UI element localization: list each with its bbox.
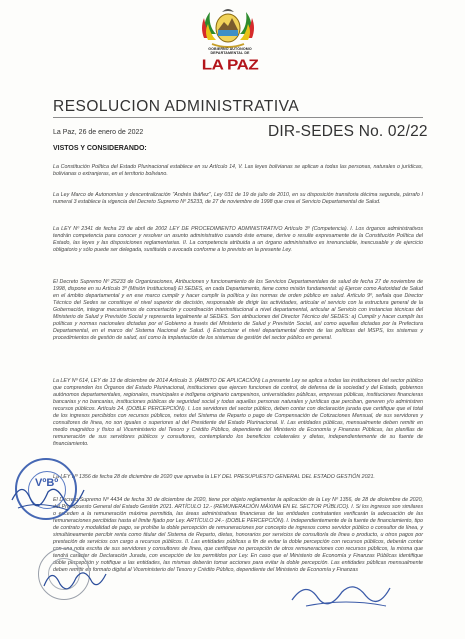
organization-name-line2: DEPARTAMENTAL DE [210, 51, 250, 56]
title-divider [53, 117, 423, 118]
signature-2 [40, 560, 110, 600]
paragraph-autonomy-law: La Ley Marco de Autonomías y descentralización "Andrés Ibáñez", Ley 031 de 19 de julio de 2010, en su disposición transitoria décima segunda, párrafo I numeral 3 establece la vigencia del Decreto Supremo Nº 25233, de 27 de noviembre de 1998 que crea el Servicio Departamental de Salud. [53, 192, 423, 206]
paragraph-constitution: La Constitución Política del Estado Plurinacional establece en su Artículo 14, V. Las leyes bolivianas se aplican a todas las personas, naturales o jurídicas, bolivianas o extranjeras, en el territorio boliviano. [53, 164, 423, 178]
paragraph-law-1356: La LEY Nº 1356 de fecha 28 de diciembre de 2020 que aprueba la LEY DEL PRESUPUESTO GENERAL DEL ESTADO GESTIÓN 2021. [53, 474, 375, 480]
government-brand: LA PAZ [201, 56, 259, 73]
organization-name [190, 47, 270, 56]
paragraph-decree-25233: El Decreto Supremo Nº 25233 de Organizaciones, Atribuciones y funcionamiento de los Servicios Departamentales de salud de fecha 27 de noviembre de 1998, dispone en su Artículo 3º (Misión Institucional) El SEDES, en cada Departamento, tiene como misión fundamental: a) Ejercer como Autoridad de Salud en el ámbito departamental y en ese marco cumplir y hacer cumplir la política y las normas de orden público en salud. Artículo 9º, señala que Director Técnico del Sedes se constituye el nivel superior de decisión, responsable de dirigir las actividades, articular el servicio con la estructura general de la Gobernación, integrar mecanismos de concertación y coordinación interinstitucional a nivel departamental, articular al Servicio con instancias técnicas del Ministerio de Salud y Previsión Social y representa legalmente al SEDES. Son atribuciones del Director Técnico del SEDES: a) Cumplir y hacer cumplir las políticas y normas nacionales dictadas por el Gobierno a través del Ministerio de Salud y Previsión Social, así como aquellas dictadas por la Prefectura Departamental, en el marco del Sistema Nacional de Salud. i) Estructurar el nivel departamental dentro de las políticas del MSPS, los sistemas y procedimientos de gestión de salud, así como la implantación de los sistemas de gestión del sector público en general. [53, 279, 423, 342]
section-heading: VISTOS Y CONSIDERANDO: [53, 145, 147, 152]
paragraph-law-614: La LEY Nº 614, LEY de 13 de diciembre de 2014 Artículo 3. (ÁMBITO DE APLICACIÓN) La presente Ley se aplica a todas las instituciones del sector público que comprenden los Órganos del Estado Plurinacional, instituciones que ejercen funciones de control, de defensa de la sociedad y del Estado, gobiernos autónomos departamentales, regionales, municipales e indígena originario campesinos, universidades públicas, empresas públicas, instituciones financieras bancarias y no bancarias, instituciones públicas de seguridad social y todas aquellas personas naturales y jurídicas que perciban, generen y/o administren recursos públicos. Artículo 24. (DOBLE PERCEPCIÓN). I. Los servidores del sector público, deben contar con declaración jurada que certifique que el total de los ingresos percibidos con recursos públicos, netos del Sistema de Reparto o pago de Compensación de Cotizaciones Mensual, de sus servidores y consultores de línea, no son iguales o superiores al del Presidente del Estado Plurinacional. II. Las entidades públicas, mensualmente deben remitir en medio magnético y físico al Viceministerio del Tesoro y Crédito Público, dependiente del Ministerio de Economía y Finanzas Públicas, las planillas de remuneración de sus servidores públicos y consultores, contemplando los beneficios colaterales y dietas, independientemente de su fuente de financiamiento. [53, 378, 423, 448]
signature-1 [8, 470, 88, 520]
document-title: RESOLUCION ADMINISTRATIVA [53, 98, 300, 115]
paragraph-decree-4434: El Decreto Supremo Nº 4434 de fecha 30 de diciembre de 2020, tiene por objeto reglamentar la aplicación de la Ley Nº 1356, de 28 de diciembre de 2020, del Presupuesto General del Estado Gestión 2021. ARTÍCULO 12.- (REMUNERACIÓN MÁXIMA EN EL SECTOR PÚBLICO). I. Si los ingresos son similares o exceden a la remuneración máxima permitida, las áreas administrativas financieras de las entidades contratantes verificarán la adecuación de las remuneraciones percibidas hasta el límite fijado por Ley. ARTÍCULO 24.- (DOBLE PERCEPCIÓN). I. Independientemente de la fuente de financiamiento, tipo de contrato y modalidad de pago, se prohíbe la doble percepción de remuneraciones por concepto de ingresos como servidor público o consultor de línea, y simultáneamente percibir renta como titular del Sistema de Reparto, dietas, honorarios por servicios de consultoría de línea o producto, u otros pagos por prestación de servicios con cargo a recursos públicos. II. Las entidades públicas a fin de evitar la doble percepción con recursos públicos, deberán contar con una nota escrita de sus servidores y consultores de línea, que certifique no percepción de otros remuneraciones con recursos públicos, la misma que tendrá carácter de Declaración Jurada, con excepción de los permitidos por Ley. En caso que el Ministerio de Economía y Finanzas Públicas identifique doble percepción y notifique a las entidades, las mismas deberán tomar acciones para evitar la doble percepción. Las entidades públicas mensualmente deben remitir en formato digital al Viceministerio del Tesoro y Crédito Público, dependiente del Ministerio de Economía y Finanzas [53, 497, 423, 574]
paragraph-law-2341: La LEY Nº 2341 de fecha 23 de abril de 2002 LEY DE PROCEDIMIENTO ADMINISTRATIVO Artículo 3º (Competencia). I. Los órganos administrativos tendrán competencia para conocer y resolver un asunto administrativo cuando éste emane, derive o resulte expresamente de la Constitución Política del Estado, las leyes y las disposiciones reglamentarias. II. La competencia atribuida a un órgano administrativo es irrenunciable, inexcusable y de ejercicio obligatorio y sólo puede ser delegada, sustituida o avocada conforme a lo previsto en la presente Ley. [53, 226, 423, 254]
resolution-code: DIR-SEDES No. 02/22 [268, 123, 428, 140]
organization-name-line1: GOBIERNO AUTÓNOMO [208, 47, 252, 51]
document-date: La Paz, 26 de enero de 2022 [53, 129, 144, 136]
signature-3 [286, 576, 396, 616]
approval-mark: VºBº [35, 477, 59, 489]
